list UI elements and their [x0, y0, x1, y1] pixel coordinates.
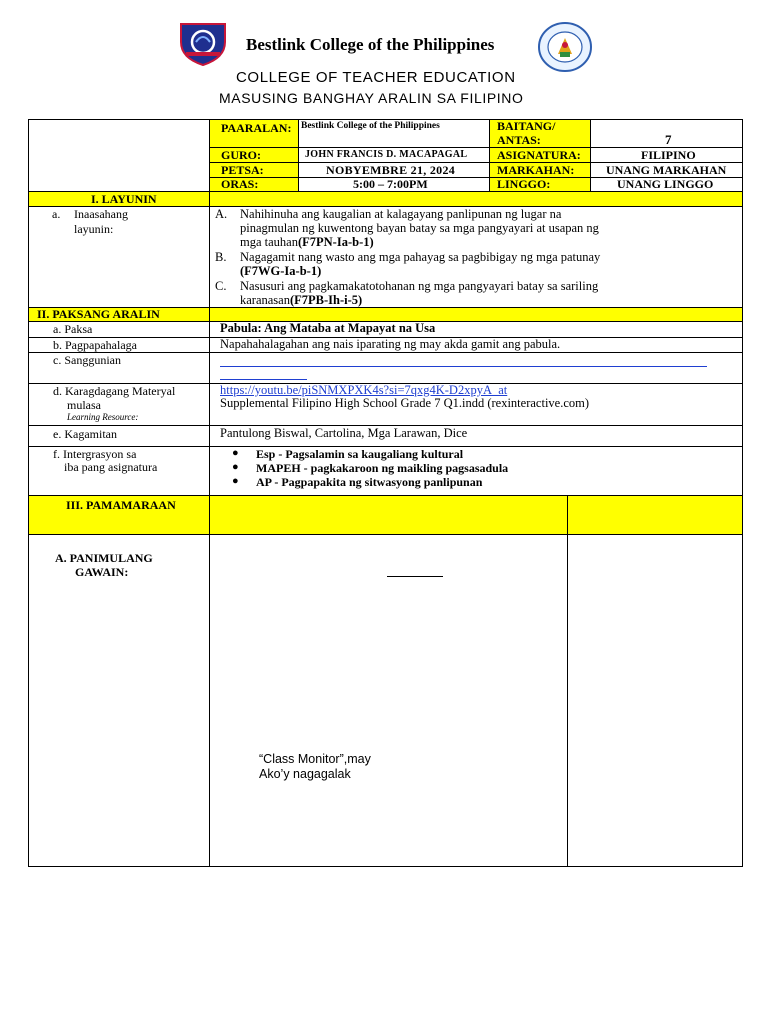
- blank-line: [387, 576, 443, 577]
- college-title: COLLEGE OF TEACHER EDUCATION: [236, 69, 516, 86]
- sanggunian-link-line-1[interactable]: [220, 366, 707, 367]
- linggo-label: LINGGO:: [497, 177, 551, 191]
- guro-label: GURO:: [221, 148, 261, 162]
- objective-a-line-2: pinagmulan ng kuwentong bayan batay sa mga pangyayari at usapan ng: [240, 221, 599, 235]
- pagpapahalaga-label: b. Pagpapahalaga: [53, 338, 137, 352]
- objective-a-line-3: mga tauhan(F7PN-Ia-b-1): [240, 235, 374, 249]
- kagamitan-label: e. Kagamitan: [53, 427, 117, 441]
- objective-b-line-1: Nagagamit nang wasto ang mga pahayag sa pagbibigay ng mga patunay: [240, 250, 601, 264]
- objective-a-line-1: Nahihinuha ang kaugalian at kalagayang panlipunan ng lugar na: [240, 207, 562, 221]
- panimula-label-1: A. PANIMULANG: [55, 551, 153, 565]
- bullet-icon: ●: [232, 447, 239, 459]
- paaralan-label: PAARALAN:: [221, 121, 292, 135]
- petsa-label: PETSA:: [221, 163, 264, 177]
- integrasyon-item-ap: AP - Pagpapakita ng sitwasyong panlipunan: [256, 475, 483, 489]
- markahan-label: MARKAHAN:: [497, 163, 575, 177]
- panimula-label-2: GAWAIN:: [75, 565, 129, 579]
- layunin-heading: I. LAYUNIN: [91, 192, 157, 206]
- layunin-label-1: Inaasahang: [74, 207, 128, 221]
- markahan-value: UNANG MARKAHAN: [606, 163, 727, 177]
- guro-value: JOHN FRANCIS D. MACAPAGAL: [305, 149, 468, 160]
- objective-a-code: (F7PN-Ia-b-1): [297, 235, 374, 249]
- layunin-label-letter: a.: [52, 207, 61, 221]
- karagdagang-label-2: mulasa: [67, 398, 101, 412]
- asignatura-label: ASIGNATURA:: [497, 148, 581, 162]
- karagdagang-label-3: Learning Resource:: [67, 412, 139, 422]
- supplemental-text: Supplemental Filipino High School Grade 7 Q1.indd (rexinteractive.com): [220, 396, 590, 410]
- youtube-link[interactable]: https://youtu.be/piSNMXPXK4s?si=7qxg4K-D2xpyA_at: [220, 383, 508, 397]
- oras-label: ORAS:: [221, 177, 259, 191]
- objective-a-letter: A.: [215, 207, 228, 221]
- teacher-education-seal-icon: [538, 22, 592, 72]
- baitang-value: 7: [665, 132, 672, 147]
- karagdagang-label-1: d. Karagdagang Materyal: [53, 384, 176, 398]
- paksa-label: a. Paksa: [53, 322, 93, 336]
- integrasyon-item-mapeh: MAPEH - pagkakaroon ng maikling pagsasadula: [256, 461, 509, 475]
- integrasyon-label-2: iba pang asignatura: [64, 460, 158, 474]
- bestlink-logo-icon: [178, 22, 228, 66]
- paksa-value: Pabula: Ang Mataba at Mapayat na Usa: [220, 321, 436, 335]
- objective-c-line-2: karanasan(F7PB-Ih-i-5): [240, 293, 363, 307]
- linggo-value: UNANG LINGGO: [617, 177, 714, 191]
- note-line-2: Ako’y nagagalak: [259, 767, 351, 781]
- layunin-label-2: layunin:: [74, 222, 114, 236]
- objective-b-letter: B.: [215, 250, 227, 264]
- plan-title: MASUSING BANGHAY ARALIN SA FILIPINO: [219, 90, 524, 106]
- note-line-1: “Class Monitor”,may: [259, 752, 371, 766]
- pamamaraan-heading: III. PAMAMARAAN: [66, 498, 176, 512]
- asignatura-value: FILIPINO: [641, 148, 696, 162]
- baitang-label: BAITANG/: [497, 119, 556, 133]
- school-name: Bestlink College of the Philippines: [246, 35, 495, 54]
- kagamitan-value: Pantulong Biswal, Cartolina, Mga Larawan, Dice: [220, 426, 468, 440]
- bullet-icon: ●: [232, 475, 239, 487]
- objective-c-code: (F7PB-Ih-i-5): [289, 293, 363, 307]
- objective-c-line-1: Nasusuri ang pagkamakatotohanan ng mga pangyayari batay sa sariling: [240, 279, 599, 293]
- objective-c-letter: C.: [215, 279, 227, 293]
- paksang-aralin-heading: II. PAKSANG ARALIN: [37, 307, 160, 321]
- antas-label: ANTAS:: [497, 133, 541, 147]
- objective-b-code: (F7WG-Ia-b-1): [240, 264, 322, 278]
- sanggunian-label: c. Sanggunian: [53, 353, 121, 367]
- bullet-icon: ●: [232, 461, 239, 473]
- petsa-value: NOBYEMBRE 21, 2024: [326, 163, 456, 177]
- sanggunian-link-line-2[interactable]: [220, 379, 307, 380]
- pagpapahalaga-value: Napahahalagahan ang nais iparating ng may akda gamit ang pabula.: [220, 337, 561, 351]
- integrasyon-item-esp: Esp - Pagsalamin sa kaugaliang kultural: [256, 447, 464, 461]
- integrasyon-label-1: f. Intergrasyon sa: [53, 447, 137, 461]
- paaralan-value: Bestlink College of the Philippines: [301, 121, 440, 131]
- oras-value: 5:00 – 7:00PM: [353, 177, 428, 191]
